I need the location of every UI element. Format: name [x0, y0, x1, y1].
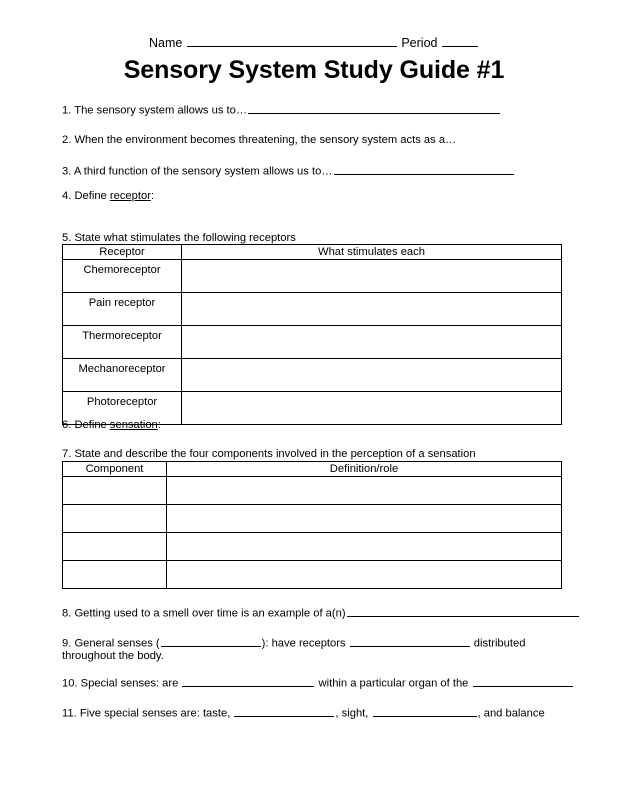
definition-field[interactable] [167, 533, 562, 561]
question-9-text-c: distributed [470, 637, 526, 650]
period-blank[interactable] [442, 34, 478, 47]
receptor-answer-field[interactable] [182, 293, 562, 326]
question-3-blank[interactable] [334, 163, 514, 175]
question-1 [62, 102, 501, 118]
question-7-text: 7. State and describe the four components involved in the perception of a sensation [62, 448, 476, 460]
definition-field[interactable] [167, 477, 562, 505]
table-row [63, 326, 562, 359]
question-6-suffix: : [157, 419, 161, 431]
definition-field[interactable] [167, 505, 562, 533]
receptor-answer-field[interactable] [182, 359, 562, 392]
question-9-blank-2[interactable] [350, 635, 470, 647]
receptor-label: Thermoreceptor [63, 326, 182, 359]
receptor-label: Mechanoreceptor [63, 359, 182, 392]
component-field[interactable] [63, 477, 167, 505]
period-label: Period [401, 35, 438, 50]
question-10-blank-2[interactable] [473, 675, 573, 687]
column-header-component: Component [63, 462, 167, 477]
table-row [63, 533, 562, 561]
question-10-text-a: 10. Special senses: are [62, 677, 182, 690]
question-9-line-2 [62, 649, 164, 663]
question-4-term: receptor [109, 190, 151, 202]
table-row [63, 359, 562, 392]
column-header-definition: Definition/role [167, 462, 562, 477]
question-8-text: 8. Getting used to a smell over time is an example of a(n) [62, 607, 346, 620]
question-4 [62, 189, 154, 203]
table-row [63, 561, 562, 589]
question-8 [62, 605, 580, 621]
component-field[interactable] [63, 505, 167, 533]
column-header-receptor: Receptor [63, 245, 182, 260]
question-1-text: 1. The sensory system allows us to… [62, 104, 248, 117]
question-2 [62, 133, 456, 147]
question-10 [62, 675, 574, 691]
receptor-label: Chemoreceptor [63, 260, 182, 293]
question-1-blank[interactable] [248, 102, 500, 114]
question-6-prefix: 6. Define [62, 419, 110, 431]
name-label: Name [149, 35, 183, 50]
page-title: Sensory System Study Guide #1 [123, 56, 505, 84]
table-row [63, 505, 562, 533]
name-period-header [0, 34, 628, 50]
question-11-blank-1[interactable] [234, 705, 334, 717]
question-5 [62, 231, 296, 245]
table-row [63, 293, 562, 326]
question-10-text-b: within a particular organ of the [315, 677, 472, 690]
question-11-text-c: , and balance [477, 707, 545, 720]
receptor-label: Pain receptor [63, 293, 182, 326]
receptor-answer-field[interactable] [182, 326, 562, 359]
question-3-text: 3. A third function of the sensory system allows us to… [62, 165, 333, 178]
question-5-text: 5. State what stimulates the following receptors [62, 232, 296, 244]
question-9-text-a: 9. General senses ( [62, 637, 160, 650]
sensation-components-table [62, 461, 562, 589]
question-3 [62, 163, 515, 179]
question-4-suffix: : [150, 190, 155, 202]
question-7 [62, 447, 476, 461]
receptor-answer-field[interactable] [182, 260, 562, 293]
component-field[interactable] [63, 533, 167, 561]
question-8-blank[interactable] [347, 605, 579, 617]
column-header-stimulus: What stimulates each [182, 245, 562, 260]
question-2-text: 2. When the environment becomes threatening, the sensory system acts as a… [62, 134, 457, 146]
receptor-answer-field[interactable] [182, 392, 562, 425]
question-11-blank-2[interactable] [373, 705, 477, 717]
definition-field[interactable] [167, 561, 562, 589]
question-6-term: sensation [109, 419, 158, 431]
table-row [63, 477, 562, 505]
question-9-blank-1[interactable] [161, 635, 261, 647]
name-blank[interactable] [187, 34, 397, 47]
receptor-stimulus-table [62, 244, 562, 425]
question-6 [62, 418, 161, 432]
question-9-text-d: throughout the body. [62, 650, 164, 662]
component-field[interactable] [63, 561, 167, 589]
question-11-text-a: 11. Five special senses are: taste, [62, 707, 234, 720]
table-header-row [63, 245, 562, 260]
question-11 [62, 705, 545, 721]
receptor-label: Photoreceptor [63, 392, 182, 425]
table-header-row [63, 462, 562, 477]
question-11-text-b: , sight, [335, 707, 372, 720]
question-4-prefix: 4. Define [62, 190, 110, 202]
table-row [63, 260, 562, 293]
question-9-text-b: ): have receptors [261, 637, 349, 650]
question-10-blank-1[interactable] [182, 675, 314, 687]
